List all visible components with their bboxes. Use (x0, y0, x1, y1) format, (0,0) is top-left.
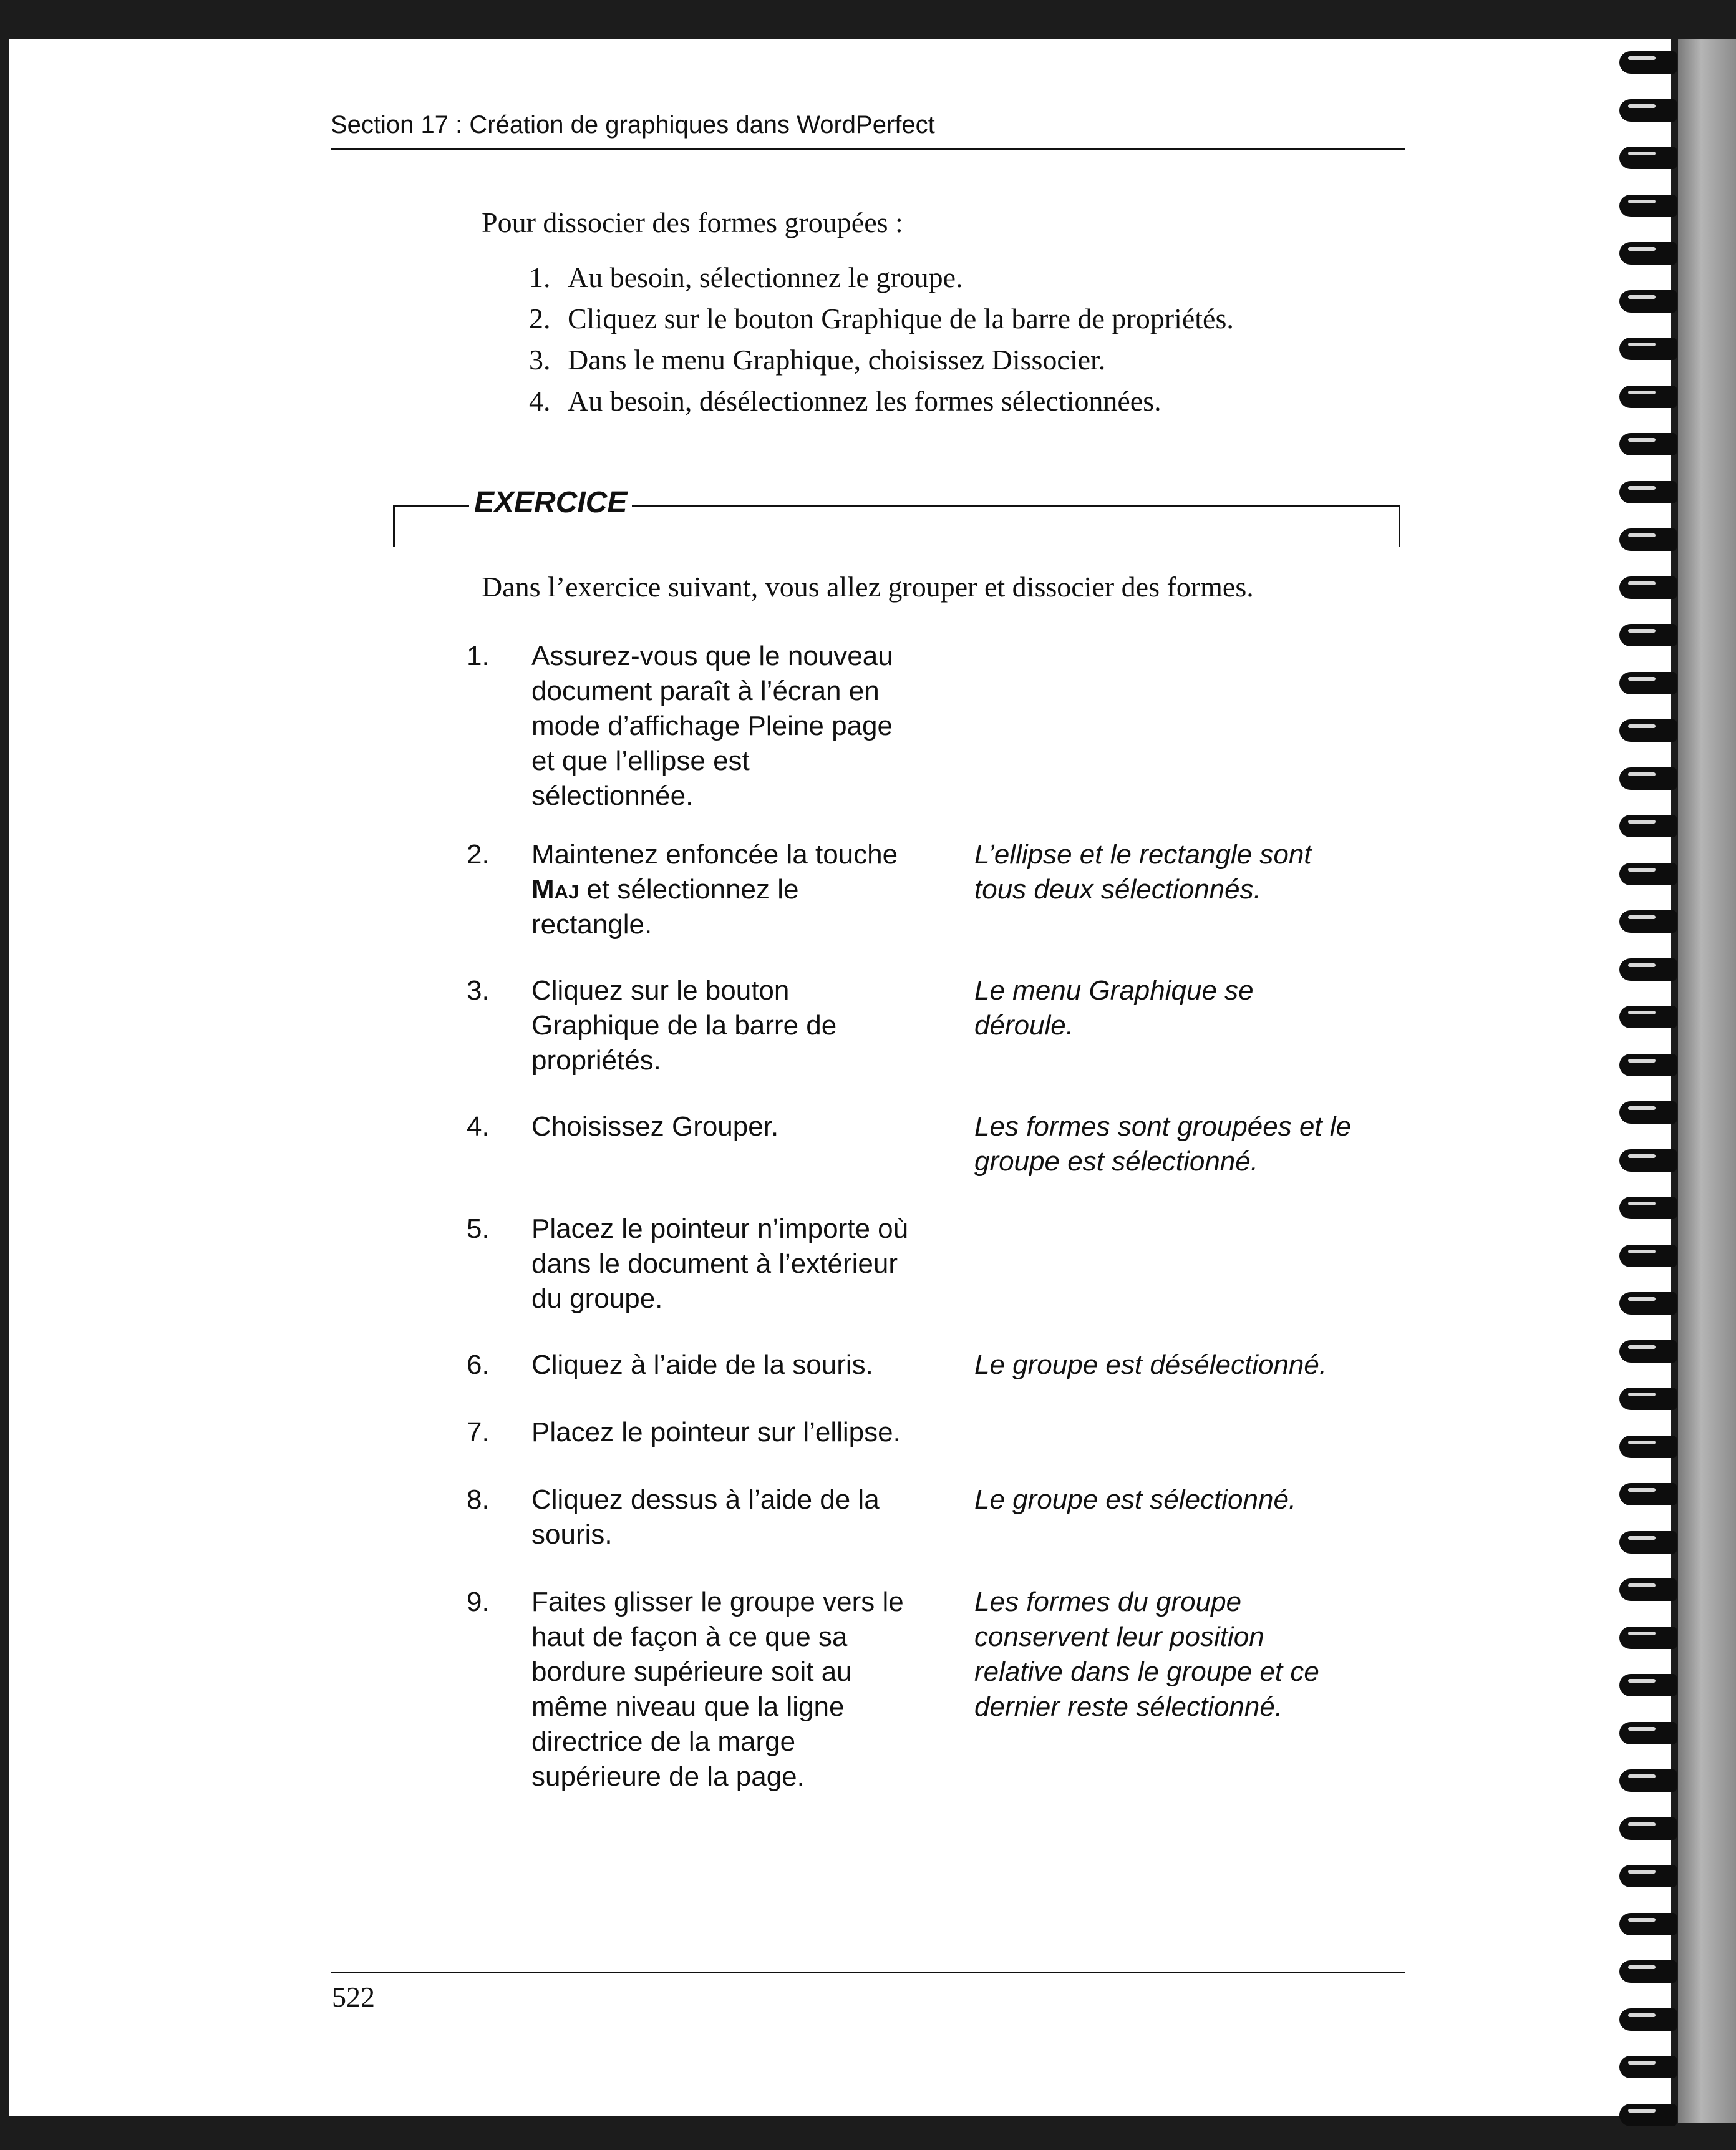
binder-ring (1619, 672, 1677, 694)
binder-ring (1619, 1483, 1677, 1505)
binder-ring (1619, 767, 1677, 790)
binder-ring (1619, 2008, 1677, 2031)
binder-ring (1619, 1006, 1677, 1028)
binder-ring (1619, 719, 1677, 742)
list-item: 3. Dans le menu Graphique, choisissez Dissocier. (529, 344, 1106, 376)
spiral-binding (1616, 44, 1736, 2121)
footer-rule (331, 1972, 1405, 1973)
list-item: 1. Au besoin, sélectionnez le groupe. (529, 261, 963, 293)
binder-ring (1619, 242, 1677, 265)
binder-ring (1619, 433, 1677, 455)
binder-ring (1619, 2056, 1677, 2078)
binder-ring (1619, 338, 1677, 360)
binder-ring (1619, 51, 1677, 74)
binder-ring (1619, 1054, 1677, 1076)
binder-ring (1619, 1960, 1677, 1983)
binder-ring (1619, 910, 1677, 933)
binder-ring (1619, 1245, 1677, 1267)
binder-ring (1619, 1149, 1677, 1172)
exercise-box-right (1399, 505, 1400, 547)
binder-ring (1619, 1101, 1677, 1124)
ungroup-steps (529, 257, 1234, 422)
page-number: 522 (332, 1981, 375, 2013)
binder-ring (1619, 1674, 1677, 1696)
exercise-title: EXERCICE (469, 485, 632, 520)
exercise-box-left (393, 505, 395, 547)
binder-ring (1619, 1388, 1677, 1410)
binder-ring (1619, 147, 1677, 169)
binder-ring (1619, 1340, 1677, 1363)
binder-ring (1619, 1627, 1677, 1649)
document-page: Section 17 : Création de graphiques dans WordPerfect Pour dissocier des formes groupées : 1. Au besoin, sélectionnez le groupe. 2. Cliquez sur le bouton Graphique de la barre de propriétés. 3. Dans le menu Graphique, choisissez Dissocier. 4. Au besoin, désélectionnez les formes sélectionnées. EXERCICE Dans l’exercice suivant, vous allez grouper et dissocier des formes. 1. Assurez-vous que le nouveau document paraît à l’écran en mode d’affichage Pleine page et que l’ellipse est sélectionnée. 2. Maintenez enfoncée la touche Maj et sélectionnez le rectangle. L’ellipse et le rectangle sont tous deux sélectionnés. 3. Cliquez sur le bouton Graphique de la barre de propriétés. Le menu Graphique se déroule. 4. Choisissez Grouper. Les formes sont groupées et le groupe est sélectionné. 5. Placez le pointeur n’importe où dans le document à l’extérieur du groupe. 6. Cliquez à l’aide de la souris. Le groupe est désélectionné. 7. Placez le pointeur sur l’ellipse. 8. Cliquez dessus à l’aide de la souris. Le groupe est sélectionné. 9. Faites glisser le groupe vers le haut de façon à ce que sa bordure supérieure soit au même niveau que la ligne directrice de la marge supérieure de la page. Les formes du groupe conservent leur position relative dans le groupe et ce dernier reste sélectionné. 522 (9, 39, 1671, 2116)
binder-ring (1619, 958, 1677, 981)
binder-ring (1619, 1578, 1677, 1601)
binder-ring (1619, 386, 1677, 408)
list-item: 2. Cliquez sur le bouton Graphique de la barre de propriétés. (529, 303, 1234, 334)
binder-ring (1619, 576, 1677, 599)
binder-ring (1619, 1769, 1677, 1792)
binder-ring (1619, 481, 1677, 503)
binder-ring (1619, 1913, 1677, 1935)
binder-ring (1619, 99, 1677, 122)
binder-ring (1619, 195, 1677, 217)
binder-ring (1619, 528, 1677, 551)
binder-ring (1619, 1531, 1677, 1554)
key-name: Maj (531, 874, 579, 905)
binder-ring (1619, 1722, 1677, 1744)
binder-ring (1619, 1436, 1677, 1458)
ungroup-intro: Pour dissocier des formes groupées : (482, 207, 903, 238)
section-header: Section 17 : Création de graphiques dans WordPerfect (331, 111, 935, 139)
binder-ring (1619, 1292, 1677, 1315)
binder-ring (1619, 1817, 1677, 1840)
binder-ring (1619, 624, 1677, 646)
list-item: 4. Au besoin, désélectionnez les formes sélectionnées. (529, 385, 1161, 417)
binder-ring (1619, 1197, 1677, 1219)
binder-ring (1619, 2104, 1677, 2126)
binder-ring (1619, 863, 1677, 885)
exercise-intro: Dans l’exercice suivant, vous allez grouper et dissocier des formes. (482, 571, 1254, 603)
binder-ring (1619, 815, 1677, 837)
binder-ring (1619, 1865, 1677, 1887)
binder-ring (1619, 290, 1677, 313)
header-rule (331, 148, 1405, 150)
